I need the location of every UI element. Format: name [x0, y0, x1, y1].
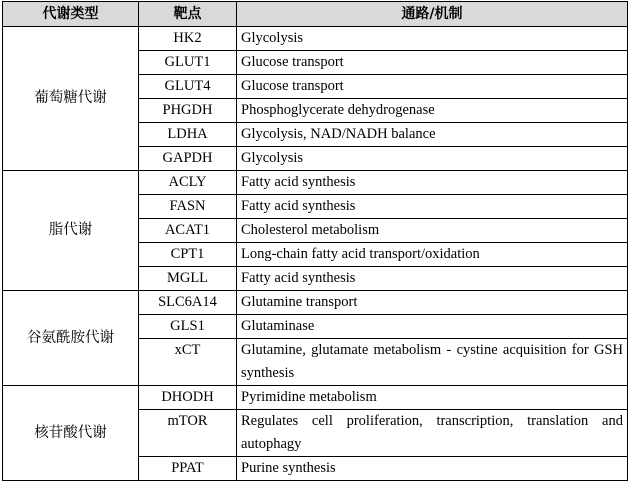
group-label-lipid: 脂代谢 [3, 171, 139, 291]
metabolism-target-table [2, 1, 628, 481]
pathway-cell: Long-chain fatty acid transport/oxidation [237, 243, 628, 267]
pathway-cell: Glycolysis, NAD/NADH balance [237, 123, 628, 147]
target-cell: ACAT1 [139, 219, 237, 243]
target-cell: MGLL [139, 267, 237, 291]
pathway-cell: Fatty acid synthesis [237, 171, 628, 195]
header-metabolism-type: 代谢类型 [3, 2, 139, 27]
target-cell: PHGDH [139, 99, 237, 123]
table-row [3, 386, 628, 410]
target-cell: FASN [139, 195, 237, 219]
group-label-glucose: 葡萄糖代谢 [3, 27, 139, 171]
target-cell: SLC6A14 [139, 291, 237, 315]
table-header-row [3, 2, 628, 27]
target-cell: xCT [139, 339, 237, 386]
table-row [3, 171, 628, 195]
pathway-cell: Glycolysis [237, 147, 628, 171]
pathway-cell: Fatty acid synthesis [237, 267, 628, 291]
pathway-cell: Glutamine, glutamate metabolism - cystine acquisition for GSH synthesis [237, 339, 628, 386]
target-cell: GLS1 [139, 315, 237, 339]
table-row [3, 291, 628, 315]
pathway-cell: Glutaminase [237, 315, 628, 339]
pathway-cell: Glucose transport [237, 75, 628, 99]
target-cell: mTOR [139, 410, 237, 457]
target-cell: DHODH [139, 386, 237, 410]
pathway-cell: Fatty acid synthesis [237, 195, 628, 219]
pathway-cell: Glucose transport [237, 51, 628, 75]
target-cell: LDHA [139, 123, 237, 147]
pathway-cell: Regulates cell proliferation, transcription, translation and autophagy [237, 410, 628, 457]
table-row [3, 27, 628, 51]
pathway-cell: Glutamine transport [237, 291, 628, 315]
group-label-nucleotide: 核苷酸代谢 [3, 386, 139, 481]
target-cell: GLUT4 [139, 75, 237, 99]
target-cell: GLUT1 [139, 51, 237, 75]
pathway-cell: Pyrimidine metabolism [237, 386, 628, 410]
target-cell: ACLY [139, 171, 237, 195]
group-label-glutamine: 谷氨酰胺代谢 [3, 291, 139, 386]
target-cell: HK2 [139, 27, 237, 51]
pathway-cell: Glycolysis [237, 27, 628, 51]
target-cell: GAPDH [139, 147, 237, 171]
pathway-cell: Cholesterol metabolism [237, 219, 628, 243]
pathway-cell: Phosphoglycerate dehydrogenase [237, 99, 628, 123]
pathway-cell: Purine synthesis [237, 457, 628, 481]
target-cell: CPT1 [139, 243, 237, 267]
header-target: 靶点 [139, 2, 237, 27]
target-cell: PPAT [139, 457, 237, 481]
header-pathway: 通路/机制 [237, 2, 628, 27]
